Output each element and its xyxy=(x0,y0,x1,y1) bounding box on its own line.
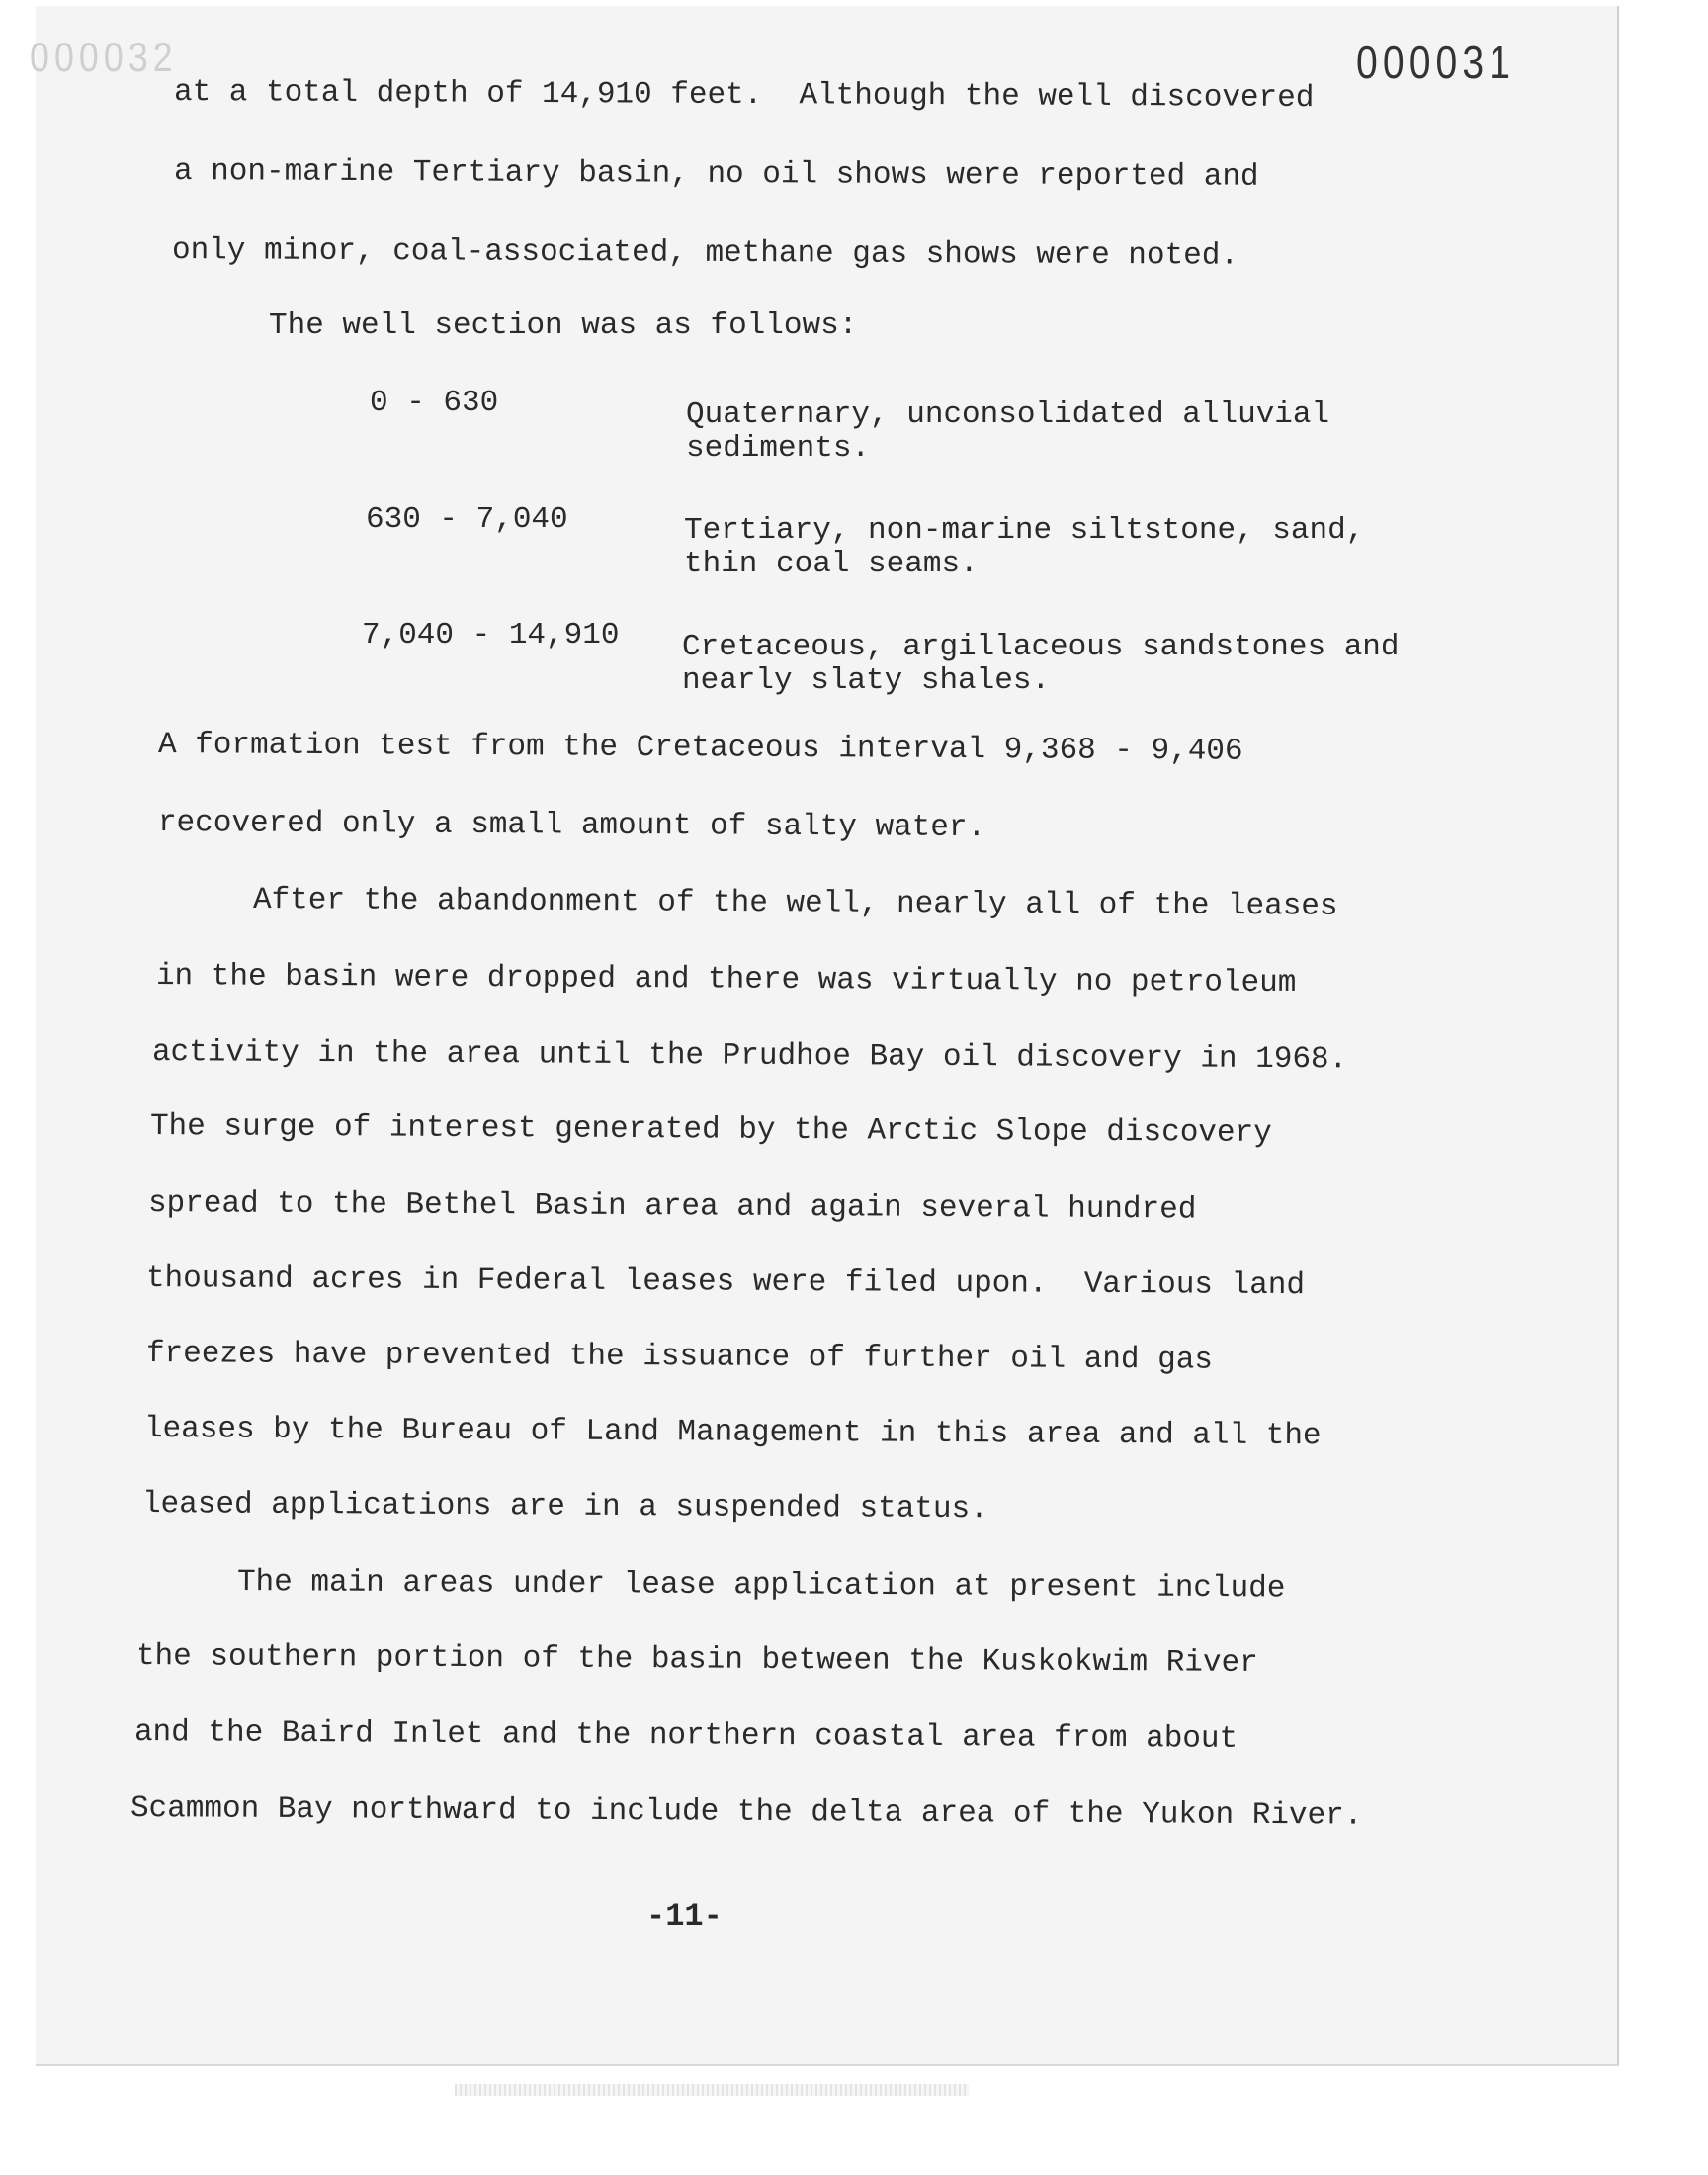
text-line: thousand acres in Federal leases were filed upon. Various land xyxy=(145,1262,1306,1304)
text-line: The well section was as follows: xyxy=(269,308,858,343)
text-line: a non-marine Tertiary basin, no oil shows were reported and xyxy=(173,154,1259,195)
text-line: The surge of interest generated by the Arctic Slope discovery xyxy=(149,1109,1272,1151)
depth-range: 7,040 - 14,910 xyxy=(362,618,620,652)
text-line: recovered only a small amount of salty water. xyxy=(157,806,986,846)
text-line: spread to the Bethel Basin area and again several hundred xyxy=(147,1186,1197,1228)
faded-document-number: 000032 xyxy=(30,34,178,80)
page-number: -11- xyxy=(646,1898,723,1935)
text-line: in the basin were dropped and there was virtually no petroleum xyxy=(155,959,1297,1001)
text-line: the southern portion of the basin between the Kuskokwim River xyxy=(135,1639,1258,1681)
depth-range: 0 - 630 xyxy=(370,386,499,420)
formation-description: Cretaceous, argillaceous sandstones and nearly slaty shales. xyxy=(682,630,1400,698)
scan-artifact xyxy=(455,2084,969,2096)
text-line: freezes have prevented the issuance of further oil and gas xyxy=(145,1337,1214,1378)
text-line: only minor, coal-associated, methane gas shows were noted. xyxy=(171,233,1239,274)
document-number-stamp: 000031 xyxy=(1356,37,1516,88)
text-line: A formation test from the Cretaceous interval 9,368 - 9,406 xyxy=(157,728,1243,769)
text-line: leases by the Bureau of Land Management in this area and all the xyxy=(143,1412,1322,1454)
text-line: Scammon Bay northward to include the delta area of the Yukon River. xyxy=(129,1791,1363,1834)
text-line: and the Baird Inlet and the northern coastal area from about xyxy=(133,1715,1238,1757)
text-line: leased applications are in a suspended status. xyxy=(141,1487,988,1527)
text-line: activity in the area until the Prudhoe Bay oil discovery in 1968. xyxy=(151,1035,1348,1078)
depth-range: 630 - 7,040 xyxy=(366,502,568,537)
formation-description: Tertiary, non-marine siltstone, sand, thin coal seams. xyxy=(684,513,1365,581)
text-line: at a total depth of 14,910 feet. Although the well discovered xyxy=(173,75,1315,117)
text-line: After the abandonment of the well, nearly all of the leases xyxy=(252,883,1338,924)
text-line: The main areas under lease application at present include xyxy=(236,1565,1286,1607)
formation-description: Quaternary, unconsolidated alluvial sediments. xyxy=(686,397,1330,466)
